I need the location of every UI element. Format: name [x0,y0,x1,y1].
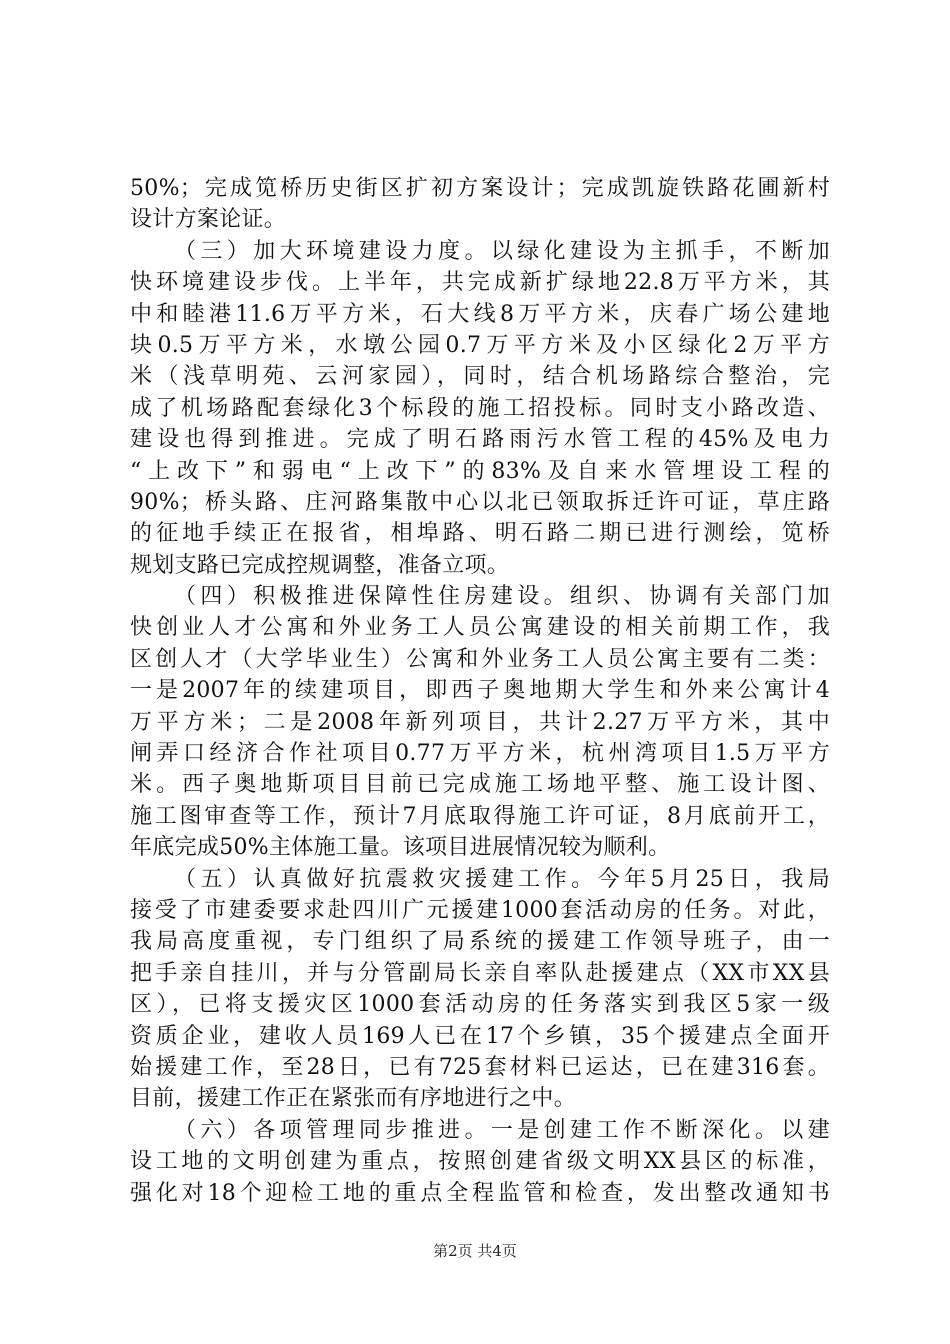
text-line: 区），已将支援灾区1000套活动房的任务落实到我区5家一级 [130,992,830,1018]
text-line: 接受了市建委要求赴四川广元援建1000套活动房的任务。对此， [130,897,830,923]
text-line: 年底完成50%主体施工量。该项目进展情况较为顺利。 [130,835,671,861]
text-line: （六）各项管理同步推进。一是创建工作不断深化。以建 [174,1117,830,1143]
text-line: 规划支路已完成控规调整，准备立项。 [130,552,510,578]
text-line: 的征地手续正在报省，相埠路、明石路二期已进行测绘，笕桥 [130,521,830,547]
text-line: 快环境建设步伐。上半年，共完成新扩绿地22.8万平方米，其 [130,270,830,296]
text-line: 资质企业，建收人员169人已在17个乡镇，35个援建点全面开 [130,1023,830,1049]
text-line: 强化对18个迎检工地的重点全程监管和检查，发出整改通知书 [130,1180,830,1206]
text-line: 块0.5万平方米，水墩公园0.7万平方米及小区绿化2万平方 [130,332,830,358]
document-body [130,173,830,1209]
text-line: 闸弄口经济合作社项目0.77万平方米，杭州湾项目1.5万平方 [130,741,830,767]
text-line: 万平方米；二是2008年新列项目，共计2.27万平方米，其中 [130,709,830,735]
text-line: 施工图审查等工作，预计7月底取得施工许可证，8月底前开工， [130,803,830,829]
text-line: 始援建工作，至28日，已有725套材料已运达，已在建316套。 [130,1054,830,1080]
text-line: 一是2007年的续建项目，即西子奥地期大学生和外来公寓计4 [130,678,830,704]
text-line: 快创业人才公寓和外业务工人员公寓建设的相关前期工作，我 [130,615,830,641]
text-line: 中和睦港11.6万平方米，石大线8万平方米，庆春广场公建地 [130,301,830,327]
text-line: 设工地的文明创建为重点，按照创建省级文明XX县区的标准， [130,1149,830,1175]
text-line: 90%；桥头路、庄河路集散中心以北已领取拆迁许可证，草庄路 [130,489,830,515]
text-line: （四）积极推进保障性住房建设。组织、协调有关部门加 [174,584,830,610]
text-line: 把手亲自挂川，并与分管副局长亲自率队赴援建点（XX市XX县 [130,960,830,986]
text-line: 米。西子奥地斯项目目前已完成施工场地平整、施工设计图、 [130,772,830,798]
text-line: 建设也得到推进。完成了明石路雨污水管工程的45%及电力 [130,427,830,453]
text-line: （五）认真做好抗震救灾援建工作。今年5月25日，我局 [174,866,830,892]
text-line: 目前，援建工作正在紧张而有序地进行之中。 [130,1086,577,1112]
text-line: “上改下”和弱电“上改下”的83%及自来水管埋设工程的 [130,458,830,484]
text-line: （三）加大环境建设力度。以绿化建设为主抓手，不断加 [174,238,830,264]
text-line: 我局高度重视，专门组织了局系统的援建工作领导班子，由一 [130,929,830,955]
text-line: 设计方案论证。 [130,207,287,233]
text-line: 区创人才（大学毕业生）公寓和外业务工人员公寓主要有二类： [130,646,830,672]
page-footer: 第2页 共4页 [433,1242,517,1260]
text-line: 50%；完成笕桥历史街区扩初方案设计；完成凯旋铁路花圃新村 [130,176,830,201]
text-line: 米（浅草明苑、云河家园），同时，结合机场路综合整治，完 [130,364,830,390]
text-line: 成了机场路配套绿化3个标段的施工招投标。同时支小路改造、 [130,395,830,421]
